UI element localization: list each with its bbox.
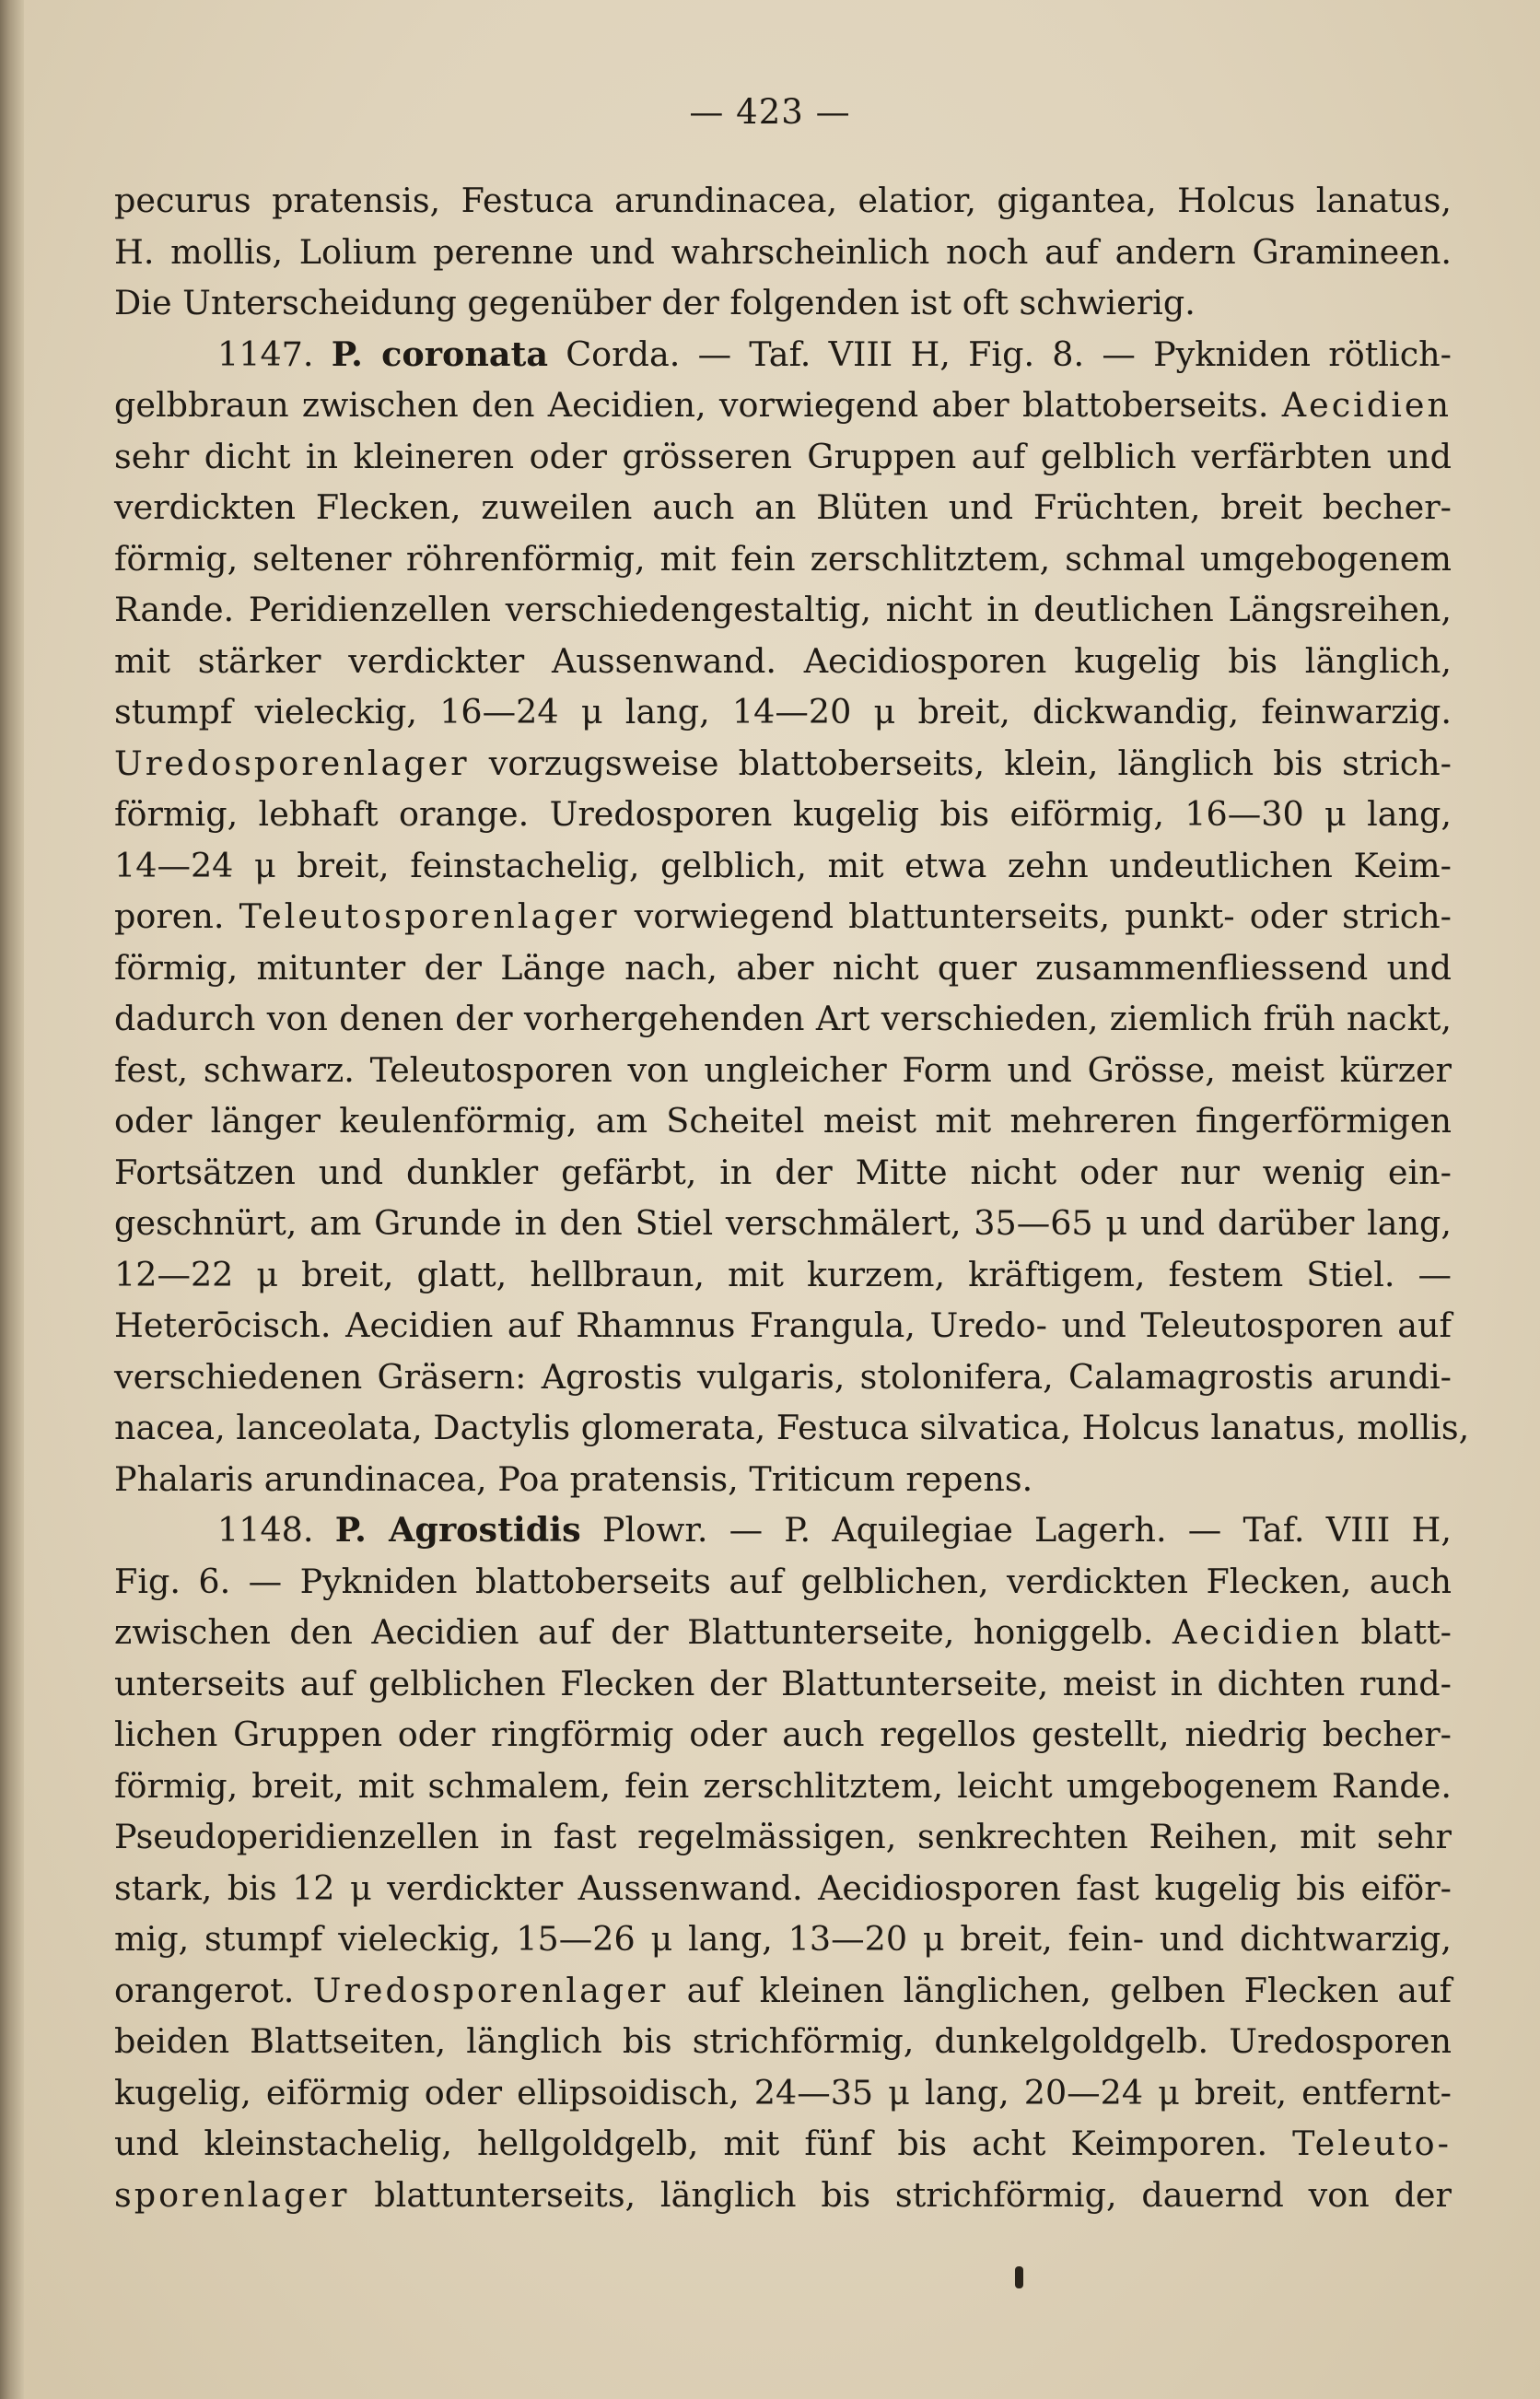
line-segment: orangerot. <box>114 1970 313 2010</box>
text-line: förmig, seltener röhrenförmig, mit fein zerschlitztem, schmal umgebogenem <box>114 538 1452 579</box>
ink-speck <box>1015 2266 1023 2288</box>
page-number: — 423 — <box>689 92 851 132</box>
text-line: nacea, lanceolata, Dactylis glomerata, Festuca silvatica, Holcus lanatus, mollis, <box>114 1408 1470 1447</box>
line-segment: und kleinstachelig, hellgoldgelb, mit fünf bis acht Keimporen. <box>114 2124 1293 2163</box>
text-line: Phalaris arundinacea, Poa pratensis, Triticum repens. <box>114 1458 1033 1499</box>
spaced-term: Teleutosporenlager <box>239 896 620 936</box>
line-segment: blattunterseits, länglich bis strichförmig, dauernd von der <box>349 2174 1452 2215</box>
body-text <box>114 175 1470 2220</box>
line-segment: vorwiegend blattunterseits, punkt- oder strich- <box>619 896 1452 936</box>
text-line: 12—22 μ breit, glatt, hellbraun, mit kurzem, kräftigem, festem Stiel. — <box>114 1254 1452 1294</box>
entry-number: 1147. <box>217 334 332 374</box>
text-line: geschnürt, am Grunde in den Stiel verschmälert, 35—65 μ und darüber lang, <box>114 1203 1452 1243</box>
entry-heading-rest: Plowr. — P. Aquilegiae Lagerh. — Taf. VIII H, <box>580 1510 1452 1550</box>
line-segment: poren. <box>114 896 239 936</box>
text-line <box>114 380 1452 431</box>
text-line: pecurus pratensis, Festuca arundinacea, elatior, gigantea, Holcus lanatus, <box>114 181 1452 220</box>
page-binding-edge <box>0 0 24 2399</box>
spaced-term: Aecidien <box>1281 385 1452 425</box>
text-line <box>114 2118 1452 2170</box>
entry-heading-rest: Corda. — Taf. VIII H, Fig. 8. — Pykniden rötlich- <box>548 334 1452 374</box>
text-line: lichen Gruppen oder ringförmig oder auch regellos gestellt, niedrig becher- <box>114 1714 1452 1754</box>
text-line: sehr dicht in kleineren oder grösseren Gruppen auf gelblich verfärbten und <box>114 436 1452 476</box>
line-segment: blatt- <box>1342 1612 1452 1652</box>
text-line: stark, bis 12 μ verdickter Aussenwand. Aecidiosporen fast kugelig bis eiför- <box>114 1867 1452 1908</box>
text-line: förmig, mitunter der Länge nach, aber nicht quer zusammenfliessend und <box>114 947 1452 988</box>
text-line: H. mollis, Lolium perenne und wahrscheinlich noch auf andern Gramineen. <box>114 231 1452 272</box>
text-line: oder länger keulenförmig, am Scheitel meist mit mehreren fingerförmigen <box>114 1101 1452 1141</box>
text-line <box>114 1965 1452 2017</box>
text-line: 14—24 μ breit, feinstachelig, gelblich, mit etwa zehn undeutlichen Keim- <box>114 845 1452 885</box>
entry-number: 1148. <box>217 1510 335 1550</box>
line-segment: vorzugsweise blattoberseits, klein, länglich bis strich- <box>469 743 1452 783</box>
species-name: P. coronata <box>331 334 549 374</box>
text-line: Fig. 6. — Pykniden blattoberseits auf gelblichen, verdickten Flecken, auch <box>114 1561 1452 1601</box>
line-segment: auf kleinen länglichen, gelben Flecken auf <box>668 1970 1452 2010</box>
line-segment: gelbbraun zwischen den Aecidien, vorwiegend aber blattoberseits. <box>114 385 1282 425</box>
text-line: förmig, lebhaft orange. Uredosporen kugelig bis eiförmig, 16—30 μ lang, <box>114 794 1452 834</box>
text-line: mit stärker verdickter Aussenwand. Aecidiosporen kugelig bis länglich, <box>114 640 1452 681</box>
entry-heading-1147 <box>114 329 1452 380</box>
text-line: Heterōcisch. Aecidien auf Rhamnus Frangula, Uredo- und Teleutosporen auf <box>114 1305 1452 1345</box>
text-line <box>114 738 1452 790</box>
text-line: Pseudoperidienzellen in fast regelmässigen, senkrechten Reihen, mit sehr <box>114 1817 1452 1856</box>
text-line: stumpf vieleckig, 16—24 μ lang, 14—20 μ breit, dickwandig, feinwarzig. <box>114 692 1452 731</box>
text-line: Die Unterscheidung gegenüber der folgenden ist oft schwierig. <box>114 283 1196 322</box>
text-line <box>114 1607 1452 1658</box>
text-line: Rande. Peridienzellen verschiedengestaltig, nicht in deutlichen Längsreihen, <box>114 590 1452 629</box>
text-line: unterseits auf gelblichen Flecken der Blattunterseite, meist in dichten rund- <box>114 1663 1452 1703</box>
text-line <box>114 891 1452 942</box>
text-line: förmig, breit, mit schmalem, fein zerschlitztem, leicht umgebogenem Rande. <box>114 1765 1452 1806</box>
text-line: dadurch von denen der vorhergehenden Art verschieden, ziemlich früh nackt, <box>114 999 1452 1038</box>
spaced-term: sporenlager <box>114 2174 350 2215</box>
entry-heading-1148 <box>114 1504 1452 1556</box>
spaced-term: Uredosporenlager <box>114 743 470 783</box>
text-line: Fortsätzen und dunkler gefärbt, in der Mitte nicht oder nur wenig ein- <box>114 1152 1452 1192</box>
text-line: fest, schwarz. Teleutosporen von ungleicher Form und Grösse, meist kürzer <box>114 1049 1452 1090</box>
text-line: verdickten Flecken, zuweilen auch an Blüten und Früchten, breit becher- <box>114 487 1452 527</box>
text-line: mig, stumpf vieleckig, 15—26 μ lang, 13—20 μ breit, fein- und dichtwarzig, <box>114 1919 1452 1959</box>
text-line: verschiedenen Gräsern: Agrostis vulgaris, stolonifera, Calamagrostis arundi- <box>114 1356 1452 1397</box>
species-name: P. Agrostidis <box>334 1510 581 1550</box>
text-line: beiden Blattseiten, länglich bis strichförmig, dunkelgoldgelb. Uredosporen <box>114 2021 1452 2061</box>
spaced-term: Uredosporenlager <box>312 1970 669 2010</box>
text-line: kugelig, eiförmig oder ellipsoidisch, 24—35 μ lang, 20—24 μ breit, entfernt- <box>114 2072 1452 2112</box>
spaced-term: Aecidien <box>1172 1612 1343 1652</box>
text-line <box>114 2170 1452 2221</box>
line-segment: zwischen den Aecidien auf der Blattunterseite, honiggelb. <box>114 1612 1172 1652</box>
spaced-term: Teleuto- <box>1292 2124 1452 2163</box>
